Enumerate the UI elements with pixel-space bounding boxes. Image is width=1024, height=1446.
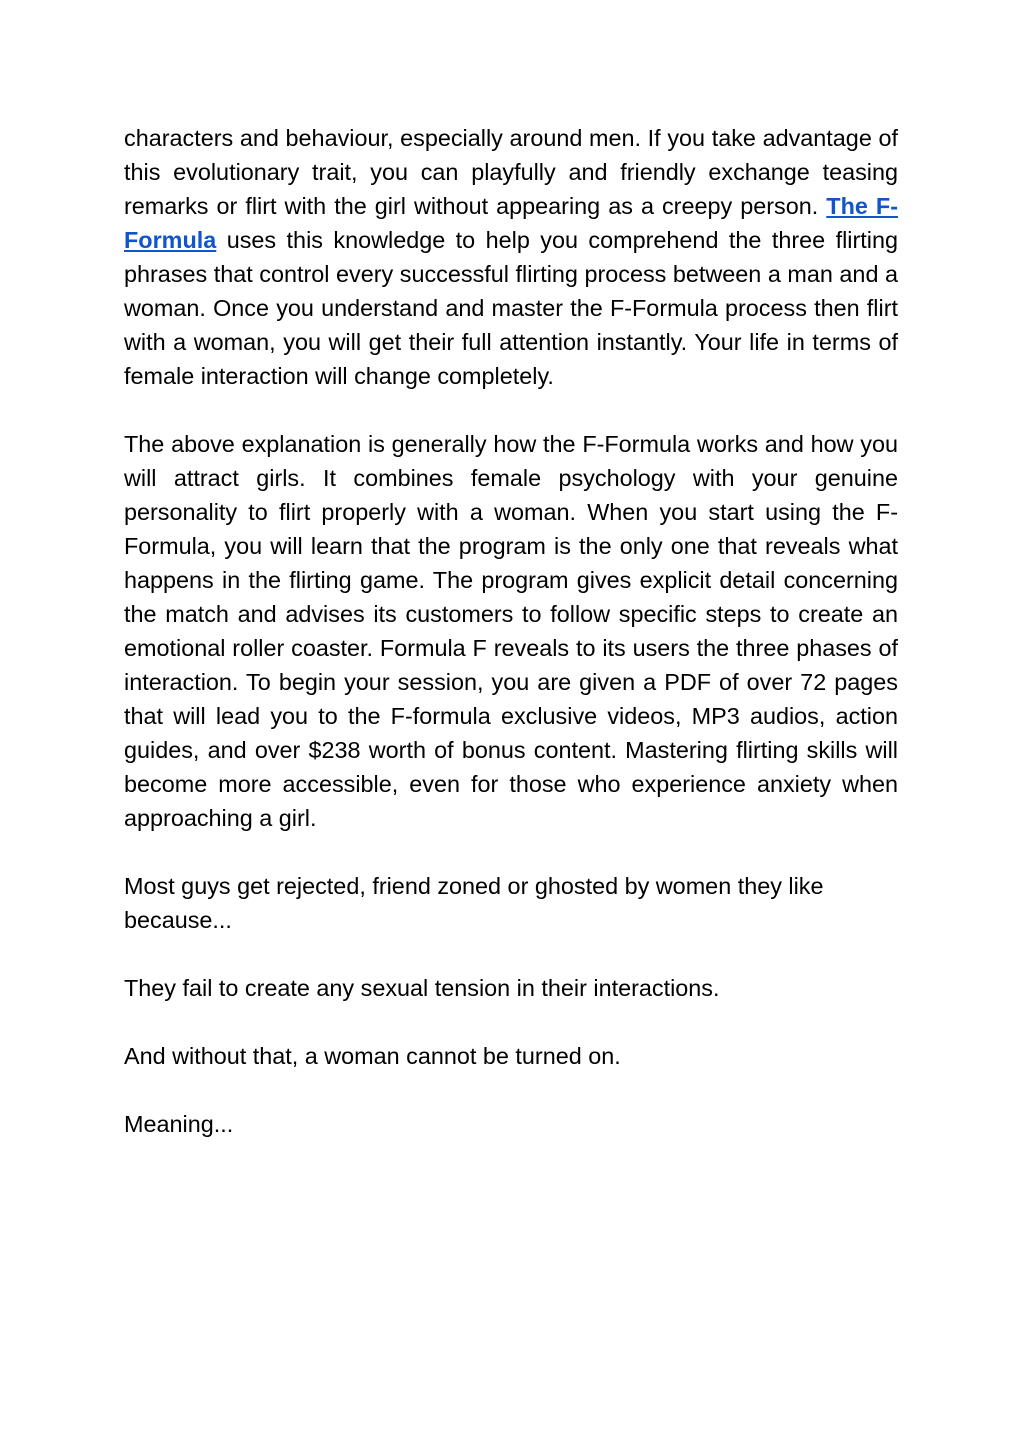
paragraph-intro: [124, 121, 898, 393]
paragraph-rejection: Most guys get rejected, friend zoned or ghosted by women they like because...: [124, 873, 824, 933]
document-page: [124, 121, 898, 1175]
paragraph-intro-text-before: characters and behaviour, especially around men. If you take advantage of this evolutionary trait, you can playfully and friendly exchange teasing remarks or flirt with the girl without appearing as a creepy person.: [124, 125, 898, 219]
paragraph-meaning: Meaning...: [124, 1111, 234, 1137]
paragraph-turned-on: And without that, a woman cannot be turned on.: [124, 1043, 621, 1069]
paragraph-intro-text-after: uses this knowledge to help you comprehend the three flirting phrases that control every successful flirting process between a man and a woman. Once you understand and master the F-Formula process then flirt with a woman, you will get their full attention instantly. Your life in terms of female interaction will change completely.: [124, 227, 898, 389]
paragraph-explanation: The above explanation is generally how the F-Formula works and how you will attract girls. It combines female psychology with your genuine personality to flirt properly with a woman. When you start using the F-Formula, you will learn that the program is the only one that reveals what happens in the flirting game. The program gives explicit detail concerning the match and advises its customers to follow specific steps to create an emotional roller coaster. Formula F reveals to its users the three phases of interaction. To begin your session, you are given a PDF of over 72 pages that will lead you to the F-formula exclusive videos, MP3 audios, action guides, and over $238 worth of bonus content. Mastering flirting skills will become more accessible, even for those who experience anxiety when approaching a girl.: [124, 431, 898, 831]
paragraph-tension: They fail to create any sexual tension in their interactions.: [124, 975, 720, 1001]
f-formula-link[interactable]: The F-Formula: [124, 193, 898, 253]
